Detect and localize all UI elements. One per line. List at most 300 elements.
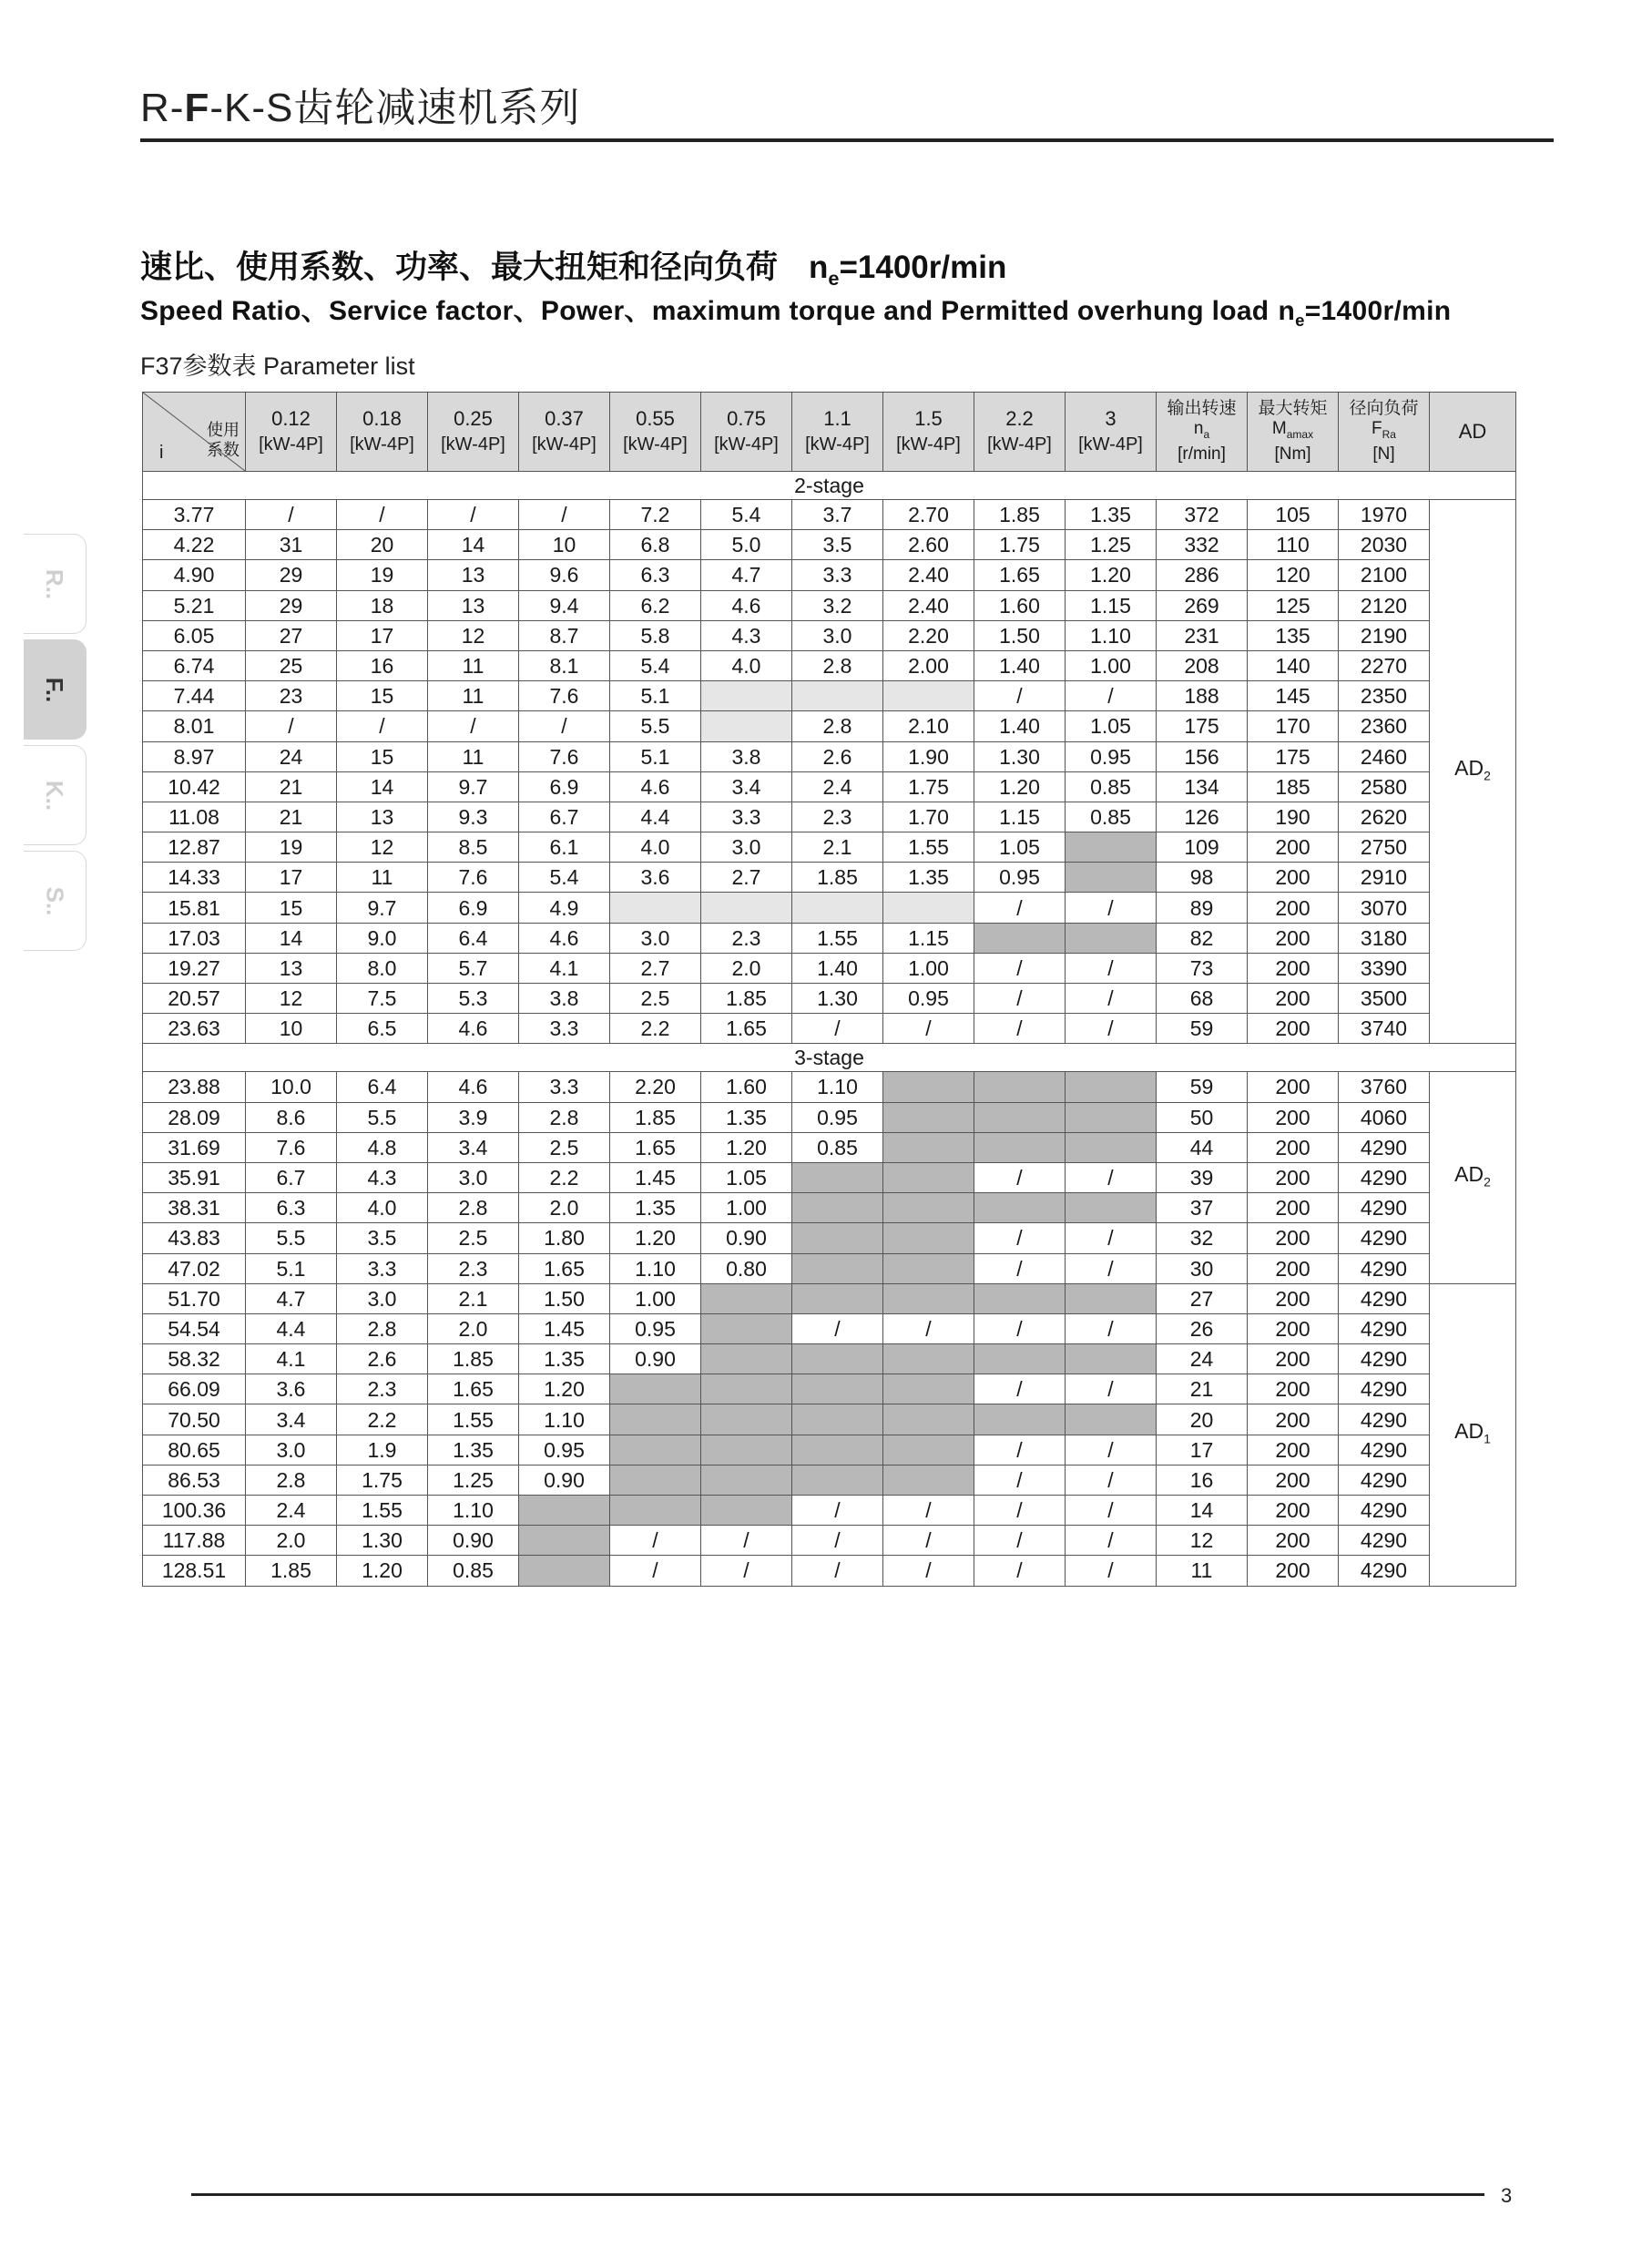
table-cell: 1.25 [1066,530,1157,560]
unavailable-cell [792,1193,883,1223]
side-tab-k[interactable]: K.. [24,745,87,845]
unavailable-cell [1066,1283,1157,1313]
table-cell: 17.03 [143,923,246,953]
table-cell: / [883,1014,974,1044]
table-cell: 3.3 [701,802,792,832]
table-cell: 1.10 [1066,620,1157,650]
table-cell: 170 [1248,711,1339,741]
table-cell: 1.10 [610,1253,701,1283]
table-cell: 1.40 [974,650,1066,680]
unavailable-cell [701,1283,792,1313]
table-cell: 19 [337,560,428,590]
table-cell: 2.1 [792,832,883,863]
table-cell: 5.5 [337,1102,428,1132]
table-cell: 200 [1248,1344,1339,1374]
table-cell: 200 [1248,1556,1339,1586]
table-cell: 5.1 [610,681,701,711]
table-cell: 8.0 [337,953,428,983]
table-cell: 0.95 [1066,741,1157,771]
unavailable-cell [610,893,701,923]
unavailable-cell [519,1526,610,1556]
unavailable-cell [701,1344,792,1374]
table-cell: 4290 [1339,1374,1430,1404]
table-cell: 19.27 [143,953,246,983]
table-cell: 1.55 [428,1404,519,1435]
table-cell: / [1066,1313,1157,1343]
power-header: 0.37 [kW-4P] [519,393,610,472]
table-cell: / [974,893,1066,923]
table-cell: 3.4 [428,1132,519,1162]
table-cell: 24 [1157,1344,1248,1374]
table-cell: 2.5 [519,1132,610,1162]
table-cell: 1.35 [610,1193,701,1223]
unavailable-cell [792,1283,883,1313]
table-cell: 1.20 [519,1374,610,1404]
table-cell: / [974,984,1066,1014]
table-cell: 7.2 [610,500,701,530]
table-cell: 3070 [1339,893,1430,923]
table-cell: 4.3 [337,1162,428,1192]
table-cell: / [792,1496,883,1526]
table-cell: / [1066,1496,1157,1526]
table-cell: 6.5 [337,1014,428,1044]
table-cell: 17 [1157,1435,1248,1465]
unavailable-cell [610,1374,701,1404]
table-row [143,1132,1516,1162]
table-cell: 134 [1157,771,1248,802]
table-cell: 372 [1157,500,1248,530]
table-cell: 50 [1157,1102,1248,1132]
table-cell: 5.3 [428,984,519,1014]
table-cell: 2.6 [337,1344,428,1374]
table-cell: 156 [1157,741,1248,771]
table-row [143,530,1516,560]
table-cell: 4290 [1339,1404,1430,1435]
table-cell: 0.90 [610,1344,701,1374]
table-cell: 1.00 [1066,650,1157,680]
table-cell: 47.02 [143,1253,246,1283]
table-cell: 3.3 [519,1014,610,1044]
table-cell: 2.20 [610,1072,701,1102]
unavailable-cell [792,1344,883,1374]
table-cell: / [974,953,1066,983]
unavailable-cell [610,1465,701,1495]
table-cell: 2.4 [246,1496,337,1526]
unavailable-cell [701,893,792,923]
table-cell: 3.8 [701,741,792,771]
table-cell: 3.0 [701,832,792,863]
table-cell: 4290 [1339,1344,1430,1374]
table-cell: 3.77 [143,500,246,530]
table-cell: 3500 [1339,984,1430,1014]
table-cell: 0.95 [883,984,974,1014]
table-cell: 10.42 [143,771,246,802]
table-cell: 4290 [1339,1193,1430,1223]
table-cell: 1.55 [792,923,883,953]
table-cell: 1.35 [701,1102,792,1132]
table-cell: 135 [1248,620,1339,650]
table-cell: 10 [519,530,610,560]
table-cell: 1.85 [428,1344,519,1374]
header-rule [140,138,1554,142]
table-row [143,953,1516,983]
table-cell: 145 [1248,681,1339,711]
table-row [143,1404,1516,1435]
unavailable-cell [974,1193,1066,1223]
ad-cell: $AD_2$ [1430,500,1516,1044]
table-cell: 2030 [1339,530,1430,560]
table-cell: 6.2 [610,590,701,620]
table-cell: 15 [246,893,337,923]
unavailable-cell [1066,1132,1157,1162]
table-cell: / [974,1162,1066,1192]
table-cell: / [337,711,428,741]
table-header [143,393,1516,472]
table-cell: 4290 [1339,1313,1430,1343]
table-cell: 6.9 [519,771,610,802]
table-row [143,620,1516,650]
table-cell: 1.20 [337,1556,428,1586]
table-cell: 13 [428,560,519,590]
table-cell: 29 [246,560,337,590]
table-row [143,1102,1516,1132]
speed-header: 输出转速 $n_a$ [r/min] [1157,393,1248,472]
table-cell: 12.87 [143,832,246,863]
table-cell: 2.40 [883,560,974,590]
table-cell: 6.7 [246,1162,337,1192]
table-cell: 1.50 [974,620,1066,650]
table-cell: 21 [246,802,337,832]
table-cell: 3390 [1339,953,1430,983]
table-cell: 59 [1157,1072,1248,1102]
table-cell: / [1066,1526,1157,1556]
table-cell: 2750 [1339,832,1430,863]
table-cell: 200 [1248,1253,1339,1283]
power-header: 3 [kW-4P] [1066,393,1157,472]
table-cell: 3.0 [246,1435,337,1465]
table-cell: 200 [1248,1283,1339,1313]
table-cell: / [1066,681,1157,711]
table-cell: / [883,1526,974,1556]
table-cell: 13 [428,590,519,620]
unavailable-cell [883,1072,974,1102]
unavailable-cell [610,1496,701,1526]
table-cell: 1.40 [792,953,883,983]
table-cell: 200 [1248,1132,1339,1162]
unavailable-cell [883,1223,974,1253]
table-cell: 3.9 [428,1102,519,1132]
table-cell: 269 [1157,590,1248,620]
table-cell: 1.30 [974,741,1066,771]
table-cell: / [792,1014,883,1044]
side-tab-s[interactable]: S.. [24,851,87,951]
table-cell: 7.44 [143,681,246,711]
table-cell: 2.0 [428,1313,519,1343]
table-cell: 2.7 [610,953,701,983]
unavailable-cell [974,923,1066,953]
power-header: 0.12 [kW-4P] [246,393,337,472]
table-cell: / [1066,1223,1157,1253]
table-cell: 5.5 [246,1223,337,1253]
unavailable-cell [1066,1193,1157,1223]
table-cell: 1.85 [792,863,883,893]
table-cell: 0.85 [1066,771,1157,802]
table-cell: 1.05 [974,832,1066,863]
table-cell: 1.35 [883,863,974,893]
table-cell: / [974,1014,1066,1044]
table-row [143,1313,1516,1343]
table-cell: 1.65 [610,1132,701,1162]
table-cell: 58.32 [143,1344,246,1374]
table-cell: 1.45 [519,1313,610,1343]
table-cell: 3.2 [792,590,883,620]
table-cell: 3.4 [246,1404,337,1435]
table-cell: 0.85 [792,1132,883,1162]
table-cell: 3.0 [610,923,701,953]
table-cell: 9.7 [337,893,428,923]
table-cell: 13 [246,953,337,983]
table-cell: 4.1 [519,953,610,983]
table-cell: 6.3 [246,1193,337,1223]
table-cell: 4.6 [428,1072,519,1102]
unavailable-cell [883,1193,974,1223]
torque-header: 最大转矩 $M_{amax}$ [Nm] [1248,393,1339,472]
table-cell: 27 [1157,1283,1248,1313]
table-cell: 4.0 [610,832,701,863]
table-row [143,1374,1516,1404]
unavailable-cell [1066,1404,1157,1435]
table-cell: 6.74 [143,650,246,680]
table-cell: 5.4 [701,500,792,530]
unavailable-cell [883,1374,974,1404]
table-cell: / [337,500,428,530]
service-factor-label: 使用 系数 [207,421,240,459]
unavailable-cell [883,1253,974,1283]
table-cell: 200 [1248,953,1339,983]
table-cell: 82 [1157,923,1248,953]
table-cell: 7.5 [337,984,428,1014]
table-cell: 2.2 [519,1162,610,1192]
table-cell: 200 [1248,832,1339,863]
table-cell: 37 [1157,1193,1248,1223]
side-tab-r[interactable]: R.. [24,534,87,634]
table-row [143,1014,1516,1044]
table-cell: 4.4 [610,802,701,832]
table-cell: 19 [246,832,337,863]
table-row [143,711,1516,741]
table-cell: / [246,711,337,741]
table-cell: 4.6 [610,771,701,802]
unavailable-cell [1066,923,1157,953]
table-cell: 4290 [1339,1526,1430,1556]
table-cell: 2.3 [792,802,883,832]
power-header: 2.2 [kW-4P] [974,393,1066,472]
table-cell: 4.0 [701,650,792,680]
table-cell: 11 [428,681,519,711]
table-cell: 208 [1157,650,1248,680]
table-cell: 1.50 [519,1283,610,1313]
unavailable-cell [883,1465,974,1495]
section-title-cn: 速比、使用系数、功率、最大扭矩和径向负荷 $n_e=1400r/\min$ [140,250,1007,290]
table-cell: 1.15 [974,802,1066,832]
table-cell: 1.55 [883,832,974,863]
table-cell: 2120 [1339,590,1430,620]
table-cell: 4290 [1339,1283,1430,1313]
corner-cell [143,393,246,472]
table-cell: 31 [246,530,337,560]
table-cell: 3.0 [428,1162,519,1192]
table-cell: 3740 [1339,1014,1430,1044]
table-cell: 2100 [1339,560,1430,590]
table-cell: 31.69 [143,1132,246,1162]
table-cell: 1.20 [1066,560,1157,590]
table-cell: 109 [1157,832,1248,863]
unavailable-cell [792,1374,883,1404]
unavailable-cell [701,1374,792,1404]
power-header: 0.55 [kW-4P] [610,393,701,472]
table-cell: 6.1 [519,832,610,863]
power-header: 0.18 [kW-4P] [337,393,428,472]
table-cell: / [974,1556,1066,1586]
table-cell: 4.22 [143,530,246,560]
table-row [143,1435,1516,1465]
table-row [143,802,1516,832]
table-cell: 5.4 [610,650,701,680]
table-cell: 24 [246,741,337,771]
page-header-title: R-F-K-S齿轮减速机系列 [140,86,581,130]
table-cell: 4290 [1339,1465,1430,1495]
unavailable-cell [883,1132,974,1162]
table-cell: 1.30 [337,1526,428,1556]
unavailable-cell [974,1072,1066,1102]
unavailable-cell [792,893,883,923]
table-cell: 1.55 [337,1496,428,1526]
table-cell: / [974,1465,1066,1495]
table-cell: 8.97 [143,741,246,771]
table-cell: 2.8 [246,1465,337,1495]
side-tab-f[interactable]: F.. [24,639,87,740]
table-cell: 10 [246,1014,337,1044]
table-cell: 1.35 [519,1344,610,1374]
table-cell: 25 [246,650,337,680]
table-cell: 2190 [1339,620,1430,650]
table-cell: 4290 [1339,1132,1430,1162]
table-cell: 12 [428,620,519,650]
table-cell: 2.4 [792,771,883,802]
table-cell: 3.8 [519,984,610,1014]
table-cell: 1.85 [610,1102,701,1132]
table-cell: / [883,1496,974,1526]
table-cell: 4.6 [428,1014,519,1044]
table-cell: 4290 [1339,1556,1430,1586]
table-cell: / [792,1556,883,1586]
table-cell: 13 [337,802,428,832]
table-cell: 38.31 [143,1193,246,1223]
unavailable-cell [701,1404,792,1435]
table-cell: 200 [1248,923,1339,953]
table-cell: 2.0 [519,1193,610,1223]
table-cell: / [701,1556,792,1586]
table-cell: 1970 [1339,500,1430,530]
table-cell: 12 [337,832,428,863]
unavailable-cell [701,1313,792,1343]
table-cell: 2.60 [883,530,974,560]
table-cell: 200 [1248,893,1339,923]
table-cell: 1.35 [1066,500,1157,530]
table-cell: 2360 [1339,711,1430,741]
table-cell: 20.57 [143,984,246,1014]
table-cell: 8.6 [246,1102,337,1132]
unavailable-cell [1066,1072,1157,1102]
table-cell: 26 [1157,1313,1248,1343]
table-cell: 200 [1248,1162,1339,1192]
power-header: 1.5 [kW-4P] [883,393,974,472]
table-cell: 2.6 [792,741,883,771]
table-cell: 4.1 [246,1344,337,1374]
table-cell: 200 [1248,1072,1339,1102]
table-cell: 0.90 [519,1465,610,1495]
table-cell: 68 [1157,984,1248,1014]
table-cell: / [792,1526,883,1556]
table-cell: / [1066,984,1157,1014]
table-cell: 1.65 [519,1253,610,1283]
table-cell: 2.1 [428,1283,519,1313]
table-cell: 175 [1248,741,1339,771]
table-cell: 2.7 [701,863,792,893]
table-cell: 2910 [1339,863,1430,893]
table-cell: 30 [1157,1253,1248,1283]
table-cell: 2.8 [428,1193,519,1223]
table-cell: 1.65 [974,560,1066,590]
table-cell: 4.0 [337,1193,428,1223]
table-row [143,771,1516,802]
table-cell: 200 [1248,1404,1339,1435]
table-cell: 0.90 [701,1223,792,1253]
table-cell: 1.90 [883,741,974,771]
table-cell: 231 [1157,620,1248,650]
load-header: 径向负荷 $F_{Ra}$ [N] [1339,393,1430,472]
table-cell: 9.3 [428,802,519,832]
table-cell: 200 [1248,863,1339,893]
table-cell: 1.05 [701,1162,792,1192]
table-row [143,1162,1516,1192]
table-cell: 2.2 [337,1404,428,1435]
table-cell: 4290 [1339,1253,1430,1283]
table-cell: 9.4 [519,590,610,620]
unavailable-cell [883,1344,974,1374]
table-cell: 200 [1248,984,1339,1014]
table-cell: 35.91 [143,1162,246,1192]
unavailable-cell [701,1435,792,1465]
ad-cell: $AD_1$ [1430,1283,1516,1586]
table-cell: 1.20 [610,1223,701,1253]
table-cell: / [701,1526,792,1556]
table-cell: 8.01 [143,711,246,741]
table-cell: 15 [337,681,428,711]
ad-header: AD [1430,393,1516,472]
table-cell: 2270 [1339,650,1430,680]
table-row [143,832,1516,863]
table-cell: 23 [246,681,337,711]
table-cell: 17 [246,863,337,893]
table-row [143,741,1516,771]
table-cell: 200 [1248,1193,1339,1223]
table-cell: 5.7 [428,953,519,983]
table-cell: 185 [1248,771,1339,802]
table-cell: 2.20 [883,620,974,650]
table-row [143,1496,1516,1526]
unavailable-cell [610,1435,701,1465]
